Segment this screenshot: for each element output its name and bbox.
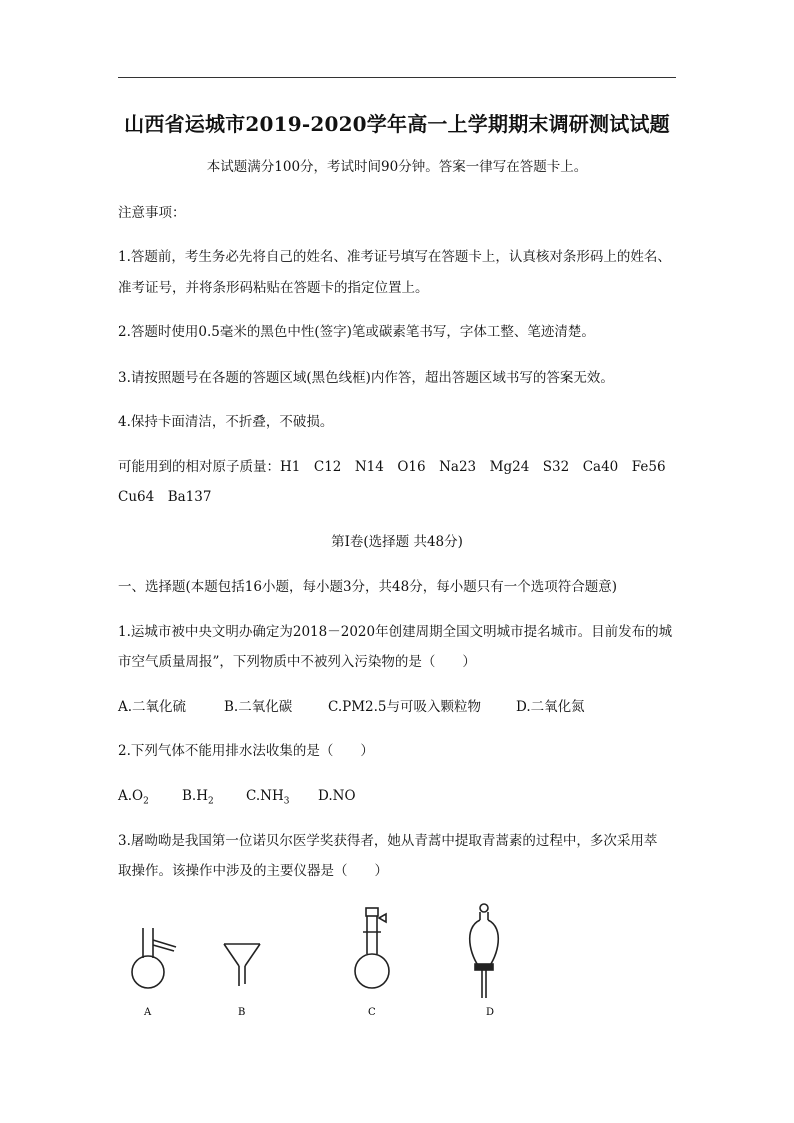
q2-option-d: D.NO [318, 788, 356, 804]
apparatus-drawing [118, 898, 518, 1028]
notice-3: 3.请按照题号在各题的答题区域(黑色线框)内作答，超出答题区域书写的答案无效。 [118, 370, 614, 386]
question-2-options [118, 787, 356, 811]
figure-label-a: A [144, 1007, 152, 1018]
q2-option-c: $C.NH_3$ [246, 788, 290, 807]
atomic-masses-line-2: Cu64 Ba137 [118, 489, 212, 505]
q2-option-b: $B.H_2$ [182, 788, 214, 807]
funnel-icon [224, 944, 260, 986]
header-rule [118, 77, 676, 78]
q1-option-d: D.二氧化氮 [516, 699, 585, 715]
question-1-line-1: 1.运城市被中央文明办确定为2018－2020年创建周期全国文明城市提名城市。目前发布的城 [118, 624, 673, 640]
separatory-funnel-icon [470, 904, 499, 998]
apparatus-figure [118, 898, 518, 1028]
notice-1: 1.答题前，考生务必先将自己的姓名、准考证号填写在答题卡上，认真核对条形码上的姓名、 [118, 249, 671, 265]
notice-2: 2.答题时使用0.5毫米的黑色中性(签字)笔或碳素笔书写，字体工整、笔迹清楚。 [118, 324, 595, 340]
q2-option-a: $A.O_2$ [118, 788, 149, 807]
figure-label-b: B [238, 1007, 246, 1018]
question-2-line-1: 2.下列气体不能用排水法收集的是（ ） [118, 743, 374, 759]
notice-1-cont: 准考证号，并将条形码粘贴在答题卡的指定位置上。 [118, 280, 429, 296]
question-3-line-2: 取操作。该操作中涉及的主要仪器是（ ） [118, 863, 388, 879]
figure-label-c: C [368, 1007, 376, 1018]
volumetric-flask-icon [355, 908, 389, 988]
distilling-flask-icon [132, 928, 176, 988]
atomic-masses-line-1: 可能用到的相对原子质量：H1 C12 N14 O16 Na23 Mg24 S32 Ca40 Fe56 [118, 459, 666, 475]
figure-label-d: D [486, 1007, 495, 1018]
part-heading: 一、选择题(本题包括16小题，每小题3分，共48分，每小题只有一个选项符合题意) [118, 579, 617, 595]
q1-option-c: C.PM2.5与可吸入颗粒物 [328, 699, 482, 715]
question-1-line-2: 市空气质量周报”，下列物质中不被列入污染物的是（ ） [118, 654, 476, 670]
q1-option-b: B.二氧化碳 [224, 699, 293, 715]
notice-heading: 注意事项： [118, 205, 186, 221]
question-1-options [118, 698, 585, 716]
exam-title: 山西省运城市2019-2020学年高一上学期期末调研测试试题 [124, 112, 670, 136]
exam-intro: 本试题满分100分，考试时间90分钟。答案一律写在答题卡上。 [206, 159, 588, 175]
section-title: 第Ⅰ卷(选择题 共48分) [331, 534, 463, 550]
notice-4: 4.保持卡面清洁，不折叠，不破损。 [118, 414, 334, 430]
q1-option-a: A.二氧化硫 [118, 699, 187, 715]
question-3-line-1: 3.屠呦呦是我国第一位诺贝尔医学奖获得者，她从青蒿中提取青蒿素的过程中，多次采用萃 [118, 833, 658, 849]
